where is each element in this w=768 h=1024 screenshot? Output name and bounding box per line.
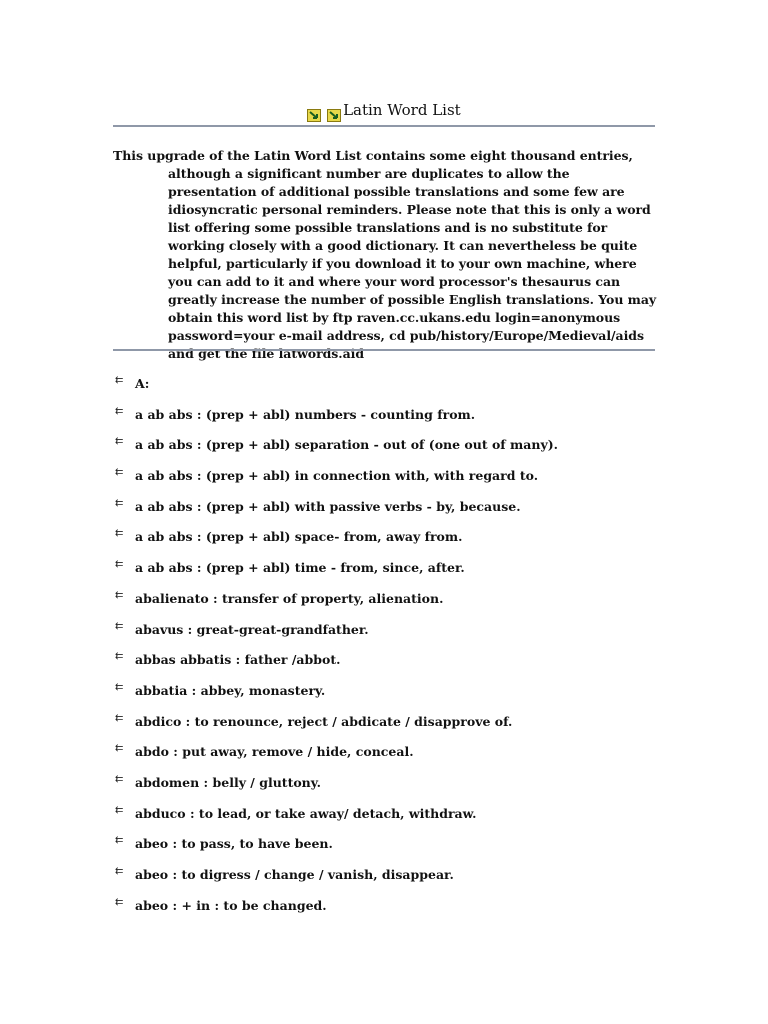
title-row <box>0 100 768 122</box>
list-item <box>0 865 768 896</box>
bullet-icon: ⇇ <box>115 528 124 540</box>
entry-text: abeo : + in : to be changed. <box>135 897 327 913</box>
nav-icons <box>307 102 342 122</box>
list-item <box>0 558 768 589</box>
bullet-icon: ⇇ <box>115 866 124 877</box>
entry-text: a ab abs : (prep + abl) space- from, away from. <box>135 529 463 545</box>
entry-text: abbas abbatis : father /abbot. <box>135 652 341 668</box>
bullet-icon: ⇇ <box>115 651 124 663</box>
intro-paragraph: This upgrade of the Latin Word List contains some eight thousand entries, although a significant number are duplicates to allow the presentation of additional possible translations and some few are idiosyncratic personal reminders. Please note that this is only a word list offering some possible translations and is no substitute for working closely with a good dictionary. It can nevertheless be quite helpful, particularly if you download it to your own machine, where you can add to it and where your word processor's thesaurus can greatly increase the number of possible English translations. You may obtain this word list by ftp raven.cc.ukans.edu login=anonymous password=your e-mail address, cd pub/history/Europe/Medieval/aids and get the file latwords.aid <box>113 148 657 361</box>
entry-text: a ab abs : (prep + abl) time - from, since, after. <box>135 560 465 576</box>
bullet-icon: ⇇ <box>115 712 124 724</box>
list-item <box>0 589 768 620</box>
bottom-divider <box>113 349 655 351</box>
bullet-icon: ⇇ <box>115 589 124 601</box>
bullet-icon: ⇇ <box>115 559 124 571</box>
entry-text: abeo : to digress / change / vanish, disappear. <box>135 867 454 882</box>
entry-text: abbatia : abbey, monastery. <box>135 682 326 698</box>
list-item <box>0 435 768 466</box>
entry-text: abdico : to renounce, reject / abdicate / disapprove of. <box>135 713 513 729</box>
entry-text: abalienato : transfer of property, alienation. <box>135 590 444 606</box>
entry-text: abduco : to lead, or take away/ detach, withdraw. <box>135 805 477 821</box>
word-list <box>0 374 768 926</box>
page-title: Latin Word List <box>343 101 461 119</box>
list-item <box>0 804 768 835</box>
bullet-icon: ⇇ <box>115 681 124 693</box>
back-arrow-icon[interactable] <box>307 107 321 120</box>
entry-text: A: <box>135 376 150 391</box>
entry-text: a ab abs : (prep + abl) numbers - counting from. <box>135 406 476 422</box>
bullet-icon: ⇇ <box>115 620 124 632</box>
list-item <box>0 742 768 773</box>
list-item <box>0 681 768 712</box>
list-item <box>0 620 768 651</box>
bullet-icon: ⇇ <box>115 467 124 479</box>
entry-text: a ab abs : (prep + abl) separation - out of (one out of many). <box>135 437 558 453</box>
list-item <box>0 834 768 865</box>
bullet-icon: ⇇ <box>115 743 124 755</box>
bullet-icon: ⇇ <box>115 835 124 847</box>
list-item <box>0 466 768 497</box>
bullet-icon: ⇇ <box>115 497 124 509</box>
bullet-icon: ⇇ <box>115 896 124 908</box>
list-item <box>0 405 768 436</box>
bullet-icon: ⇇ <box>115 773 124 785</box>
entry-text: abavus : great-great-grandfather. <box>135 621 369 637</box>
entry-text: abdomen : belly / gluttony. <box>135 774 321 790</box>
entry-text: a ab abs : (prep + abl) with passive verbs - by, because. <box>135 498 521 514</box>
list-item <box>0 650 768 681</box>
bullet-icon: ⇇ <box>115 405 124 417</box>
bullet-icon: ⇇ <box>115 436 124 448</box>
list-item <box>0 497 768 528</box>
list-item <box>0 773 768 804</box>
forward-arrow-icon[interactable] <box>327 107 341 120</box>
list-item <box>0 527 768 558</box>
entry-text: a ab abs : (prep + abl) in connection with, with regard to. <box>135 468 539 484</box>
bullet-icon: ⇇ <box>115 804 124 816</box>
top-divider <box>113 125 655 127</box>
entry-text: abeo : to pass, to have been. <box>135 836 333 852</box>
bullet-icon: ⇇ <box>115 375 124 386</box>
list-item <box>0 374 768 405</box>
list-item <box>0 712 768 743</box>
entry-text: abdo : put away, remove / hide, conceal. <box>135 744 414 760</box>
list-item <box>0 896 768 927</box>
